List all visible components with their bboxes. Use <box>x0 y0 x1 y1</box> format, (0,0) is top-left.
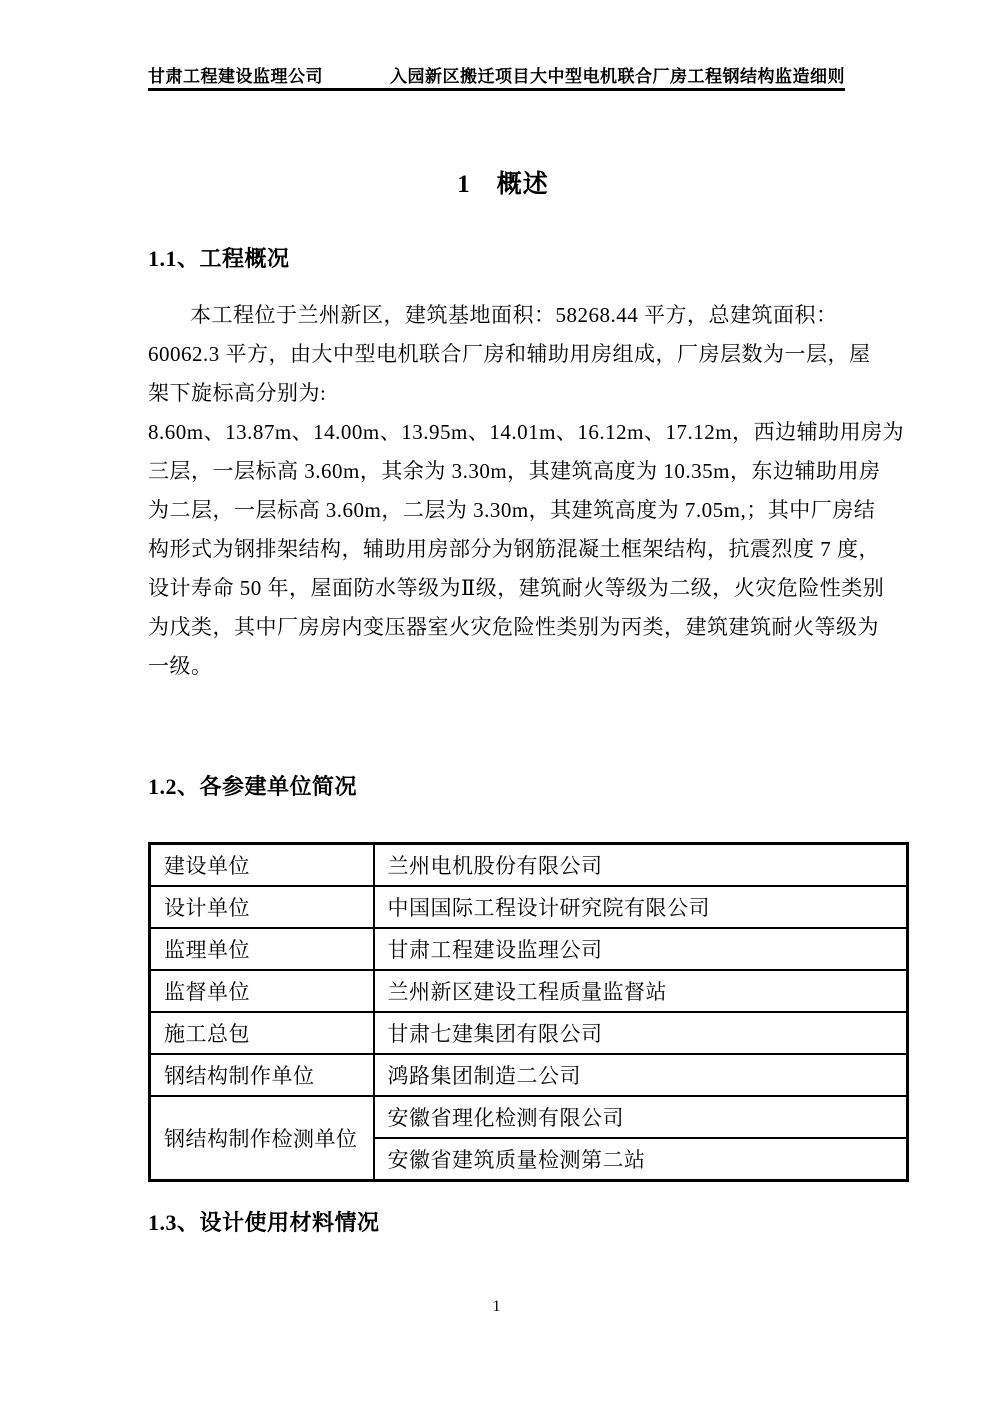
unit-name-cell: 安徽省建筑质量检测第二站 <box>374 1138 908 1181</box>
table-row <box>150 1054 908 1096</box>
participating-units-table <box>148 842 909 1182</box>
unit-role-cell: 监理单位 <box>150 928 374 970</box>
chapter-title: 1 概述 <box>457 171 549 198</box>
paragraph-line: 构形式为钢排架结构，辅助用房部分为钢筋混凝土框架结构，抗震烈度 7 度， <box>148 537 880 561</box>
unit-name-cell: 鸿路集团制造二公司 <box>374 1054 908 1096</box>
paragraph-line: 60062.3 平方，由大中型电机联合厂房和辅助用房组成，厂房层数为一层，屋 <box>148 342 871 366</box>
unit-role-cell: 设计单位 <box>150 886 374 928</box>
table-row <box>150 844 908 887</box>
unit-name-cell: 甘肃工程建设监理公司 <box>374 928 908 970</box>
section-heading-1-2: 1.2、各参建单位简况 <box>148 774 358 799</box>
table-row <box>150 1096 908 1138</box>
page-header <box>148 62 845 87</box>
unit-role-cell: 施工总包 <box>150 1012 374 1054</box>
unit-name-cell: 甘肃七建集团有限公司 <box>374 1012 908 1054</box>
paragraph-line: 设计寿命 50 年，屋面防水等级为Ⅱ级，建筑耐火等级为二级，火灾危险性类别 <box>148 576 885 600</box>
section-heading-1-1: 1.1、工程概况 <box>148 246 290 271</box>
header-document-title: 入园新区搬迁项目大中型电机联合厂房工程钢结构监造细则 <box>390 67 845 86</box>
unit-role-cell: 建设单位 <box>150 844 374 887</box>
unit-name-cell: 兰州新区建设工程质量监督站 <box>374 970 908 1012</box>
project-overview-paragraph <box>148 296 905 686</box>
unit-name-cell: 安徽省理化检测有限公司 <box>374 1096 908 1138</box>
paragraph-line: 为戊类，其中厂房房内变压器室火灾危险性类别为丙类，建筑建筑耐火等级为 <box>148 615 879 639</box>
paragraph-line: 为二层，一层标高 3.60m，二层为 3.30m，其建筑高度为 7.05m,；其中厂房结 <box>148 498 876 522</box>
unit-role-cell: 钢结构制作检测单位 <box>150 1096 374 1181</box>
section-heading-1-3: 1.3、设计使用材料情况 <box>148 1210 380 1235</box>
unit-role-cell: 钢结构制作单位 <box>150 1054 374 1096</box>
unit-role-cell: 监督单位 <box>150 970 374 1012</box>
header-company-name: 甘肃工程建设监理公司 <box>148 67 323 86</box>
paragraph-line: 8.60m、13.87m、14.00m、13.95m、14.01m、16.12m、17.12m，西边辅助用房为 <box>148 420 905 444</box>
unit-name-cell: 中国国际工程设计研究院有限公司 <box>374 886 908 928</box>
table-row <box>150 928 908 970</box>
paragraph-line: 本工程位于兰州新区，建筑基地面积：58268.44 平方，总建筑面积： <box>190 303 838 327</box>
paragraph-line: 一级。 <box>148 654 213 678</box>
paragraph-line: 三层，一层标高 3.60m，其余为 3.30m，其建筑高度为 10.35m，东边辅助用房 <box>148 459 881 483</box>
header-divider-line <box>148 88 845 91</box>
paragraph-line: 架下旋标高分别为: <box>148 381 327 405</box>
table-row <box>150 1012 908 1054</box>
table-row <box>150 970 908 1012</box>
page-number: 1 <box>492 1298 501 1315</box>
unit-name-cell: 兰州电机股份有限公司 <box>374 844 908 887</box>
table-row <box>150 886 908 928</box>
